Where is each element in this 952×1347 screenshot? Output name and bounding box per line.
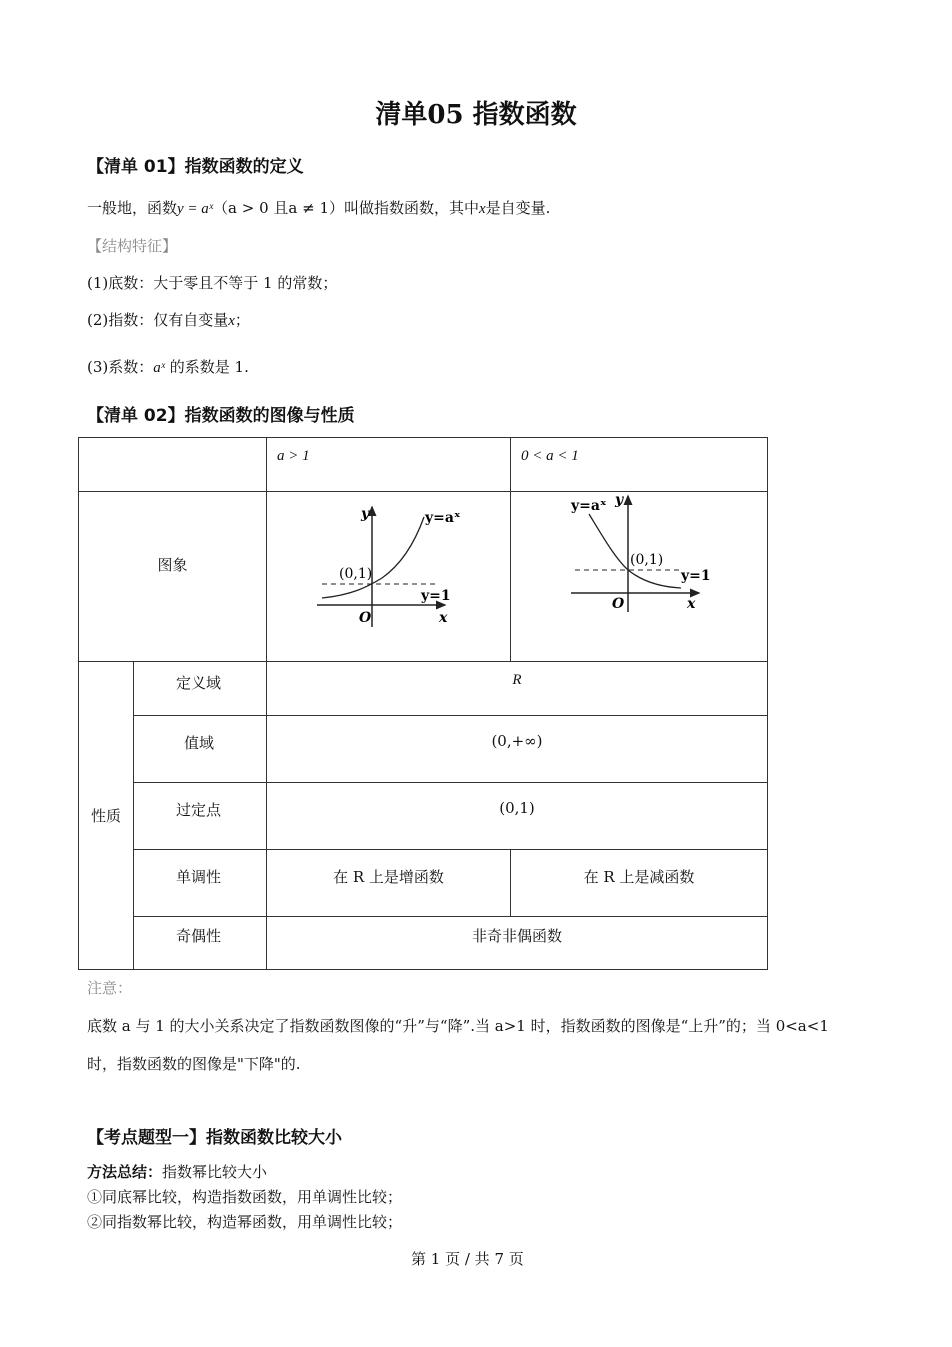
- properties-table: [78, 437, 768, 970]
- y-label: y: [361, 506, 370, 522]
- curve: [322, 517, 424, 598]
- method-text: 指数幂比较大小: [162, 1163, 268, 1181]
- text: 一般地，函数: [87, 199, 178, 217]
- fixed-point-value: (0,1): [267, 783, 768, 850]
- x-label: x: [439, 610, 448, 626]
- table-row: [79, 716, 768, 783]
- page-title: 清单05 指数函数: [375, 100, 577, 130]
- text: ；: [234, 311, 250, 329]
- table-row: [79, 492, 768, 662]
- monotonic-increasing: 在 R 上是增函数: [267, 850, 511, 917]
- table-row: [79, 850, 768, 917]
- note-line-2: 时，指数函数的图像是"下降"的.: [87, 1055, 301, 1073]
- graph-label: 图象: [79, 492, 267, 662]
- text: 的系数是 1.: [169, 358, 249, 376]
- x-label: x: [687, 596, 696, 612]
- increasing-graph: [267, 492, 511, 657]
- page-number: 第 1 页 / 共 7 页: [411, 1250, 524, 1268]
- curve-label: y=aˣ: [425, 510, 461, 526]
- text: (2)指数：仅有自变量: [87, 311, 229, 329]
- graph-decreasing: [511, 492, 768, 662]
- note-line-1: 底数 a 与 1 的大小关系决定了指数函数图像的“升”与“降”.当 a>1 时，指数函数的图像是“上升”的；当 0<a<1: [87, 1017, 829, 1035]
- range-value: (0,+∞): [267, 716, 768, 783]
- feature-2: [87, 309, 250, 330]
- table-row: [79, 783, 768, 850]
- point-label: (0,1): [630, 552, 664, 568]
- domain-value: R: [267, 662, 768, 716]
- method-label: 方法总结：: [87, 1163, 163, 1181]
- origin-label: O: [359, 610, 372, 626]
- table-row: [79, 917, 768, 970]
- row-label: 定义域: [134, 662, 267, 716]
- row-label: 过定点: [134, 783, 267, 850]
- header-a-lt-1: 0 < a < 1: [511, 438, 768, 492]
- feature-3: [87, 356, 249, 377]
- method-summary: [87, 1161, 267, 1182]
- var: x: [228, 313, 235, 329]
- curve: [589, 514, 681, 588]
- var: aˣ: [153, 360, 165, 376]
- section-heading-3: 【考点题型一】指数函数比较大小: [87, 1128, 342, 1148]
- row-label: 单调性: [134, 850, 267, 917]
- text: 是自变量.: [485, 199, 551, 217]
- y-label: y: [615, 492, 624, 508]
- section-heading-2: 【清单 02】指数函数的图像与性质: [87, 406, 355, 426]
- table-row: [79, 662, 768, 716]
- asymptote-label: y=1: [681, 568, 711, 584]
- method-2: ②同指数幂比较，构造幂函数，用单调性比较；: [87, 1213, 403, 1231]
- curve-label: y=aˣ: [571, 498, 607, 514]
- origin-label: O: [612, 596, 625, 612]
- header-a-gt-1: a > 1: [267, 438, 511, 492]
- section-heading-1: 【清单 01】指数函数的定义: [87, 157, 304, 177]
- formula: y = aˣ: [177, 201, 214, 217]
- row-label: 奇偶性: [134, 917, 267, 970]
- text: 叫做指数函数，其中: [343, 199, 479, 217]
- note-label: 注意：: [87, 979, 133, 997]
- decreasing-graph: [511, 492, 768, 657]
- structure-label: 【结构特征】: [87, 237, 178, 255]
- var: x: [479, 201, 486, 217]
- properties-label: 性质: [79, 662, 134, 970]
- graph-increasing: [267, 492, 511, 662]
- definition-text: [87, 197, 550, 218]
- parity-value: 非奇非偶函数: [267, 917, 768, 970]
- method-1: ①同底幂比较，构造指数函数，用单调性比较；: [87, 1188, 403, 1206]
- condition: （a > 0 且a ≠ 1）: [213, 199, 344, 217]
- feature-1: (1)底数：大于零且不等于 1 的常数；: [87, 274, 338, 292]
- row-label: 值域: [134, 716, 267, 783]
- point-label: (0,1): [339, 566, 373, 582]
- monotonic-decreasing: 在 R 上是减函数: [511, 850, 768, 917]
- asymptote-label: y=1: [421, 588, 451, 604]
- table-row: [79, 438, 768, 492]
- text: (3)系数：: [87, 358, 154, 376]
